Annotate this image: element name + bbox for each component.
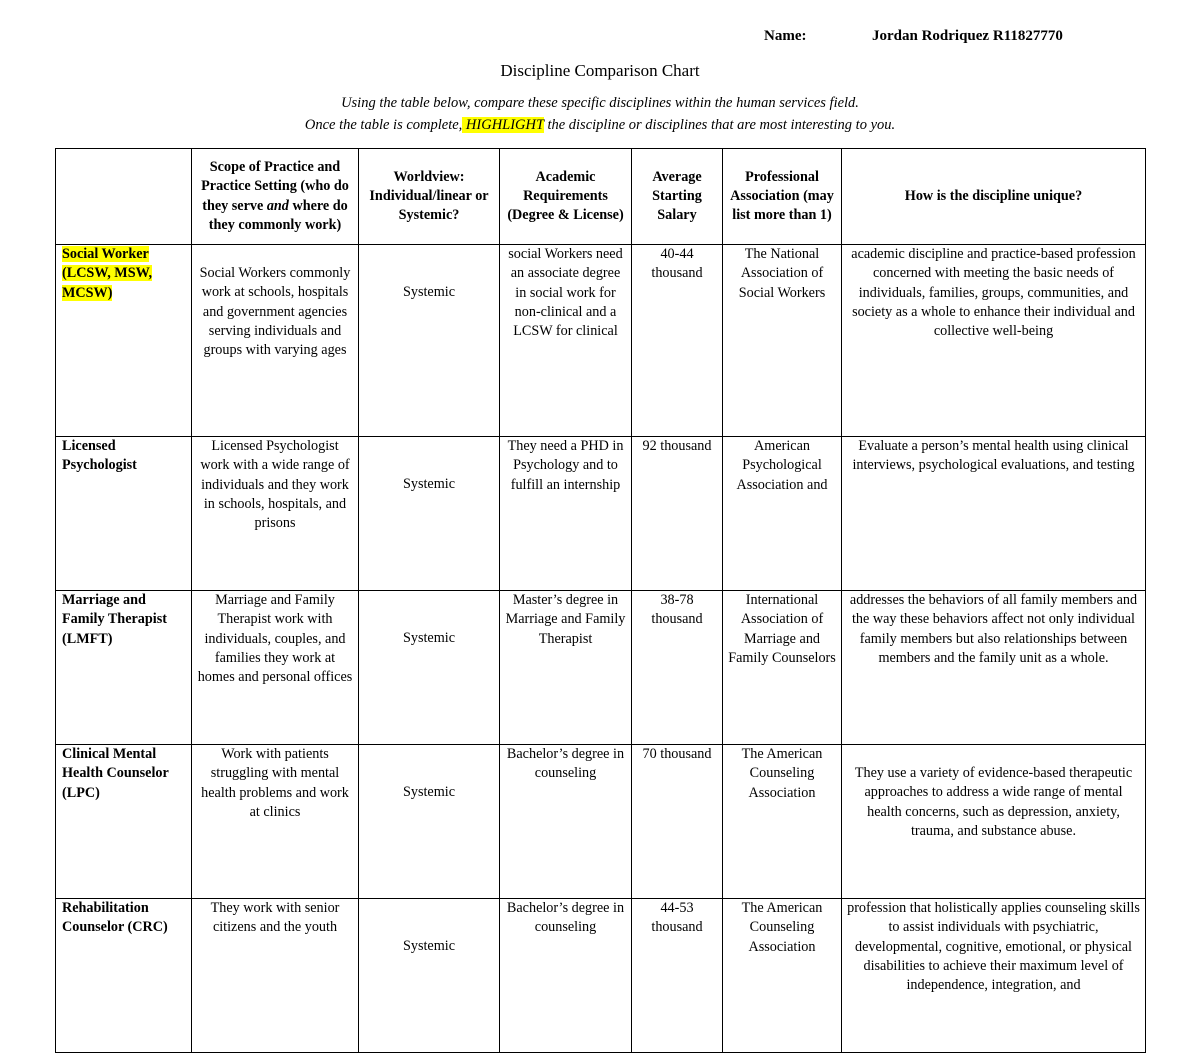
discipline-cell: Clinical Mental Health Counselor (LPC)	[56, 745, 192, 899]
academic-cell: Bachelor’s degree in counseling	[500, 745, 632, 899]
scope-cell: Work with patients struggling with mental health problems and work at clinics	[192, 745, 359, 899]
worldview-cell: Systemic	[359, 745, 500, 899]
scope-cell: They work with senior citizens and the youth	[192, 899, 359, 1053]
academic-cell: Bachelor’s degree in counseling	[500, 899, 632, 1053]
table-row	[56, 437, 1146, 591]
instruction-line-1: Using the table below, compare these specific disciplines within the human services field.	[341, 95, 859, 111]
association-cell: The National Association of Social Workers	[723, 245, 842, 437]
discipline-cell: Marriage and Family Therapist (LMFT)	[56, 591, 192, 745]
table-row	[56, 899, 1146, 1053]
association-cell: International Association of Marriage and Family Counselors	[723, 591, 842, 745]
salary-cell: 70 thousand	[632, 745, 723, 899]
instruction-2-post: the discipline or disciplines that are most interesting to you.	[543, 117, 896, 133]
document-title: Discipline Comparison Chart	[500, 61, 700, 80]
name-label: Name:	[764, 28, 807, 44]
header-row	[56, 149, 1146, 245]
header-association: Professional Association (may list more than 1)	[723, 149, 842, 245]
academic-cell: Master’s degree in Marriage and Family Therapist	[500, 591, 632, 745]
header-unique: How is the discipline unique?	[842, 149, 1146, 245]
highlight-word: HIGHLIGHT	[462, 117, 544, 133]
association-cell: American Psychological Association and	[723, 437, 842, 591]
instruction-line-2	[0, 117, 1200, 134]
unique-cell: academic discipline and practice-based profession concerned with meeting the basic needs of individuals, families, groups, communities, and society as a whole to enhance their individual and collective well-being	[842, 245, 1146, 437]
scope-cell: Marriage and Family Therapist work with individuals, couples, and families they work at homes and personal offices	[192, 591, 359, 745]
worldview-cell: Systemic	[359, 437, 500, 591]
table-row	[56, 591, 1146, 745]
unique-cell: Evaluate a person’s mental health using clinical interviews, psychological evaluations, and testing	[842, 437, 1146, 591]
academic-cell: They need a PHD in Psychology and to fulfill an internship	[500, 437, 632, 591]
table-row	[56, 745, 1146, 899]
salary-cell: 38-78 thousand	[632, 591, 723, 745]
header-scope: Scope of Practice and Practice Setting (who do they serve and where do they commonly work)	[192, 149, 359, 245]
discipline-cell: Licensed Psychologist	[56, 437, 192, 591]
salary-cell: 44-53 thousand	[632, 899, 723, 1053]
scope-cell: Social Workers commonly work at schools, hospitals and government agencies serving individuals and groups with varying ages	[192, 245, 359, 437]
name-value: Jordan Rodriquez R11827770	[872, 28, 1063, 44]
table-row	[56, 245, 1146, 437]
header-academic: Academic Requirements (Degree & License)	[500, 149, 632, 245]
worldview-cell: Systemic	[359, 591, 500, 745]
academic-cell: social Workers need an associate degree in social work for non-clinical and a LCSW for clinical	[500, 245, 632, 437]
scope-cell: Licensed Psychologist work with a wide range of individuals and they work in schools, hospitals, and prisons	[192, 437, 359, 591]
instruction-2-pre: Once the table is complete,	[304, 117, 463, 133]
header-discipline	[56, 149, 192, 245]
header-salary: Average Starting Salary	[632, 149, 723, 245]
worldview-cell: Systemic	[359, 899, 500, 1053]
discipline-comparison-table	[55, 148, 1146, 1053]
highlighted-discipline: Social Worker (LCSW, MSW, MCSW)	[62, 246, 153, 301]
discipline-cell: Rehabilitation Counselor (CRC)	[56, 899, 192, 1053]
unique-cell: addresses the behaviors of all family members and the way these behaviors affect not only individual family members but also relationships between members and the family unit as a whole.	[842, 591, 1146, 745]
discipline-cell	[56, 245, 192, 437]
salary-cell: 92 thousand	[632, 437, 723, 591]
name-row	[0, 28, 1200, 48]
worldview-cell: Systemic	[359, 245, 500, 437]
header-worldview: Worldview: Individual/linear or Systemic?	[359, 149, 500, 245]
salary-cell: 40-44 thousand	[632, 245, 723, 437]
unique-cell: profession that holistically applies counseling skills to assist individuals with psychiatric, developmental, cognitive, emotional, or physical disabilities to achieve their maximum level of independence, integration, and	[842, 899, 1146, 1053]
association-cell: The American Counseling Association	[723, 745, 842, 899]
association-cell: The American Counseling Association	[723, 899, 842, 1053]
unique-cell: They use a variety of evidence-based therapeutic approaches to address a wide range of mental health concerns, such as depression, anxiety, trauma, and substance abuse.	[842, 745, 1146, 899]
